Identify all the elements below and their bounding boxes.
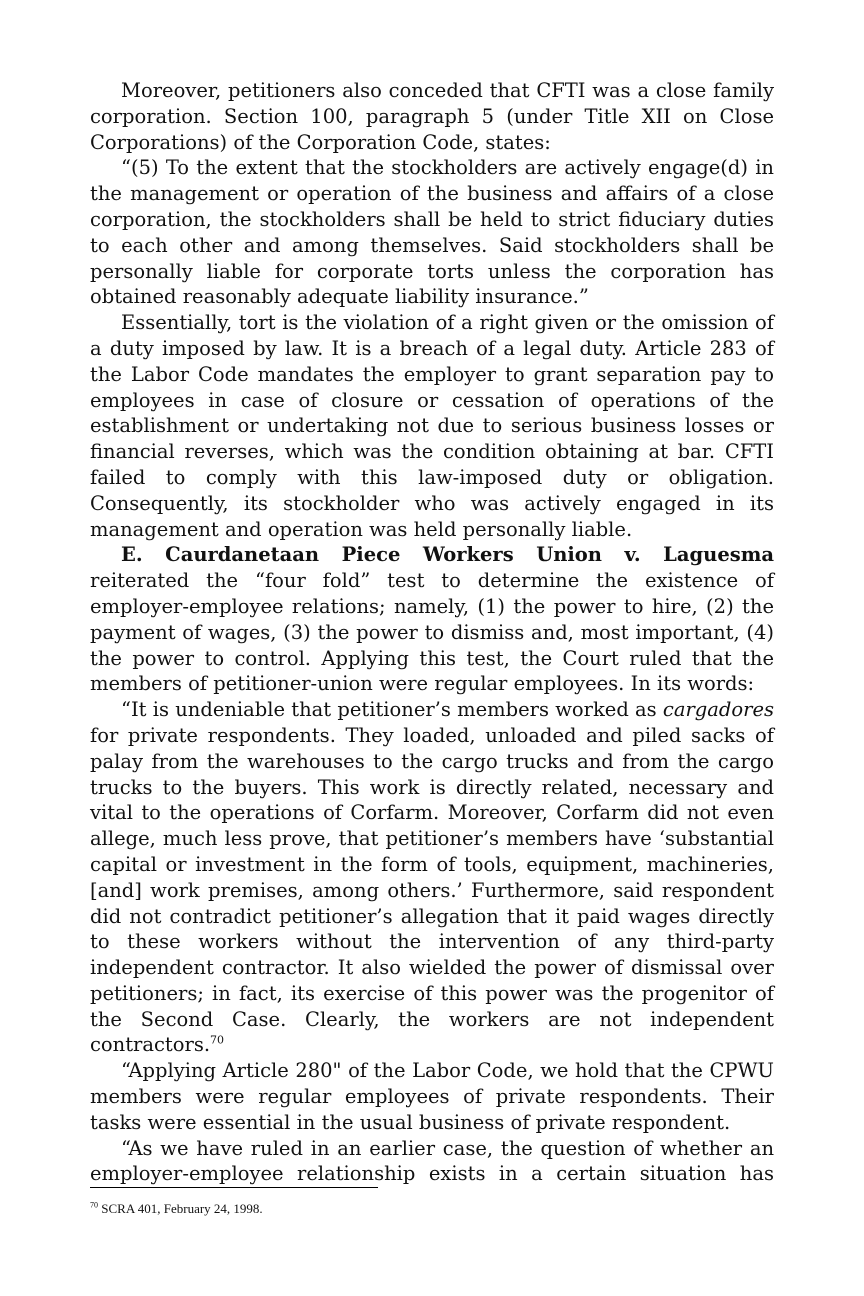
paragraph-text: reiterated the “four fold” test to determine the existence of employer-employee relations; namely, (1) the power to hire, (2) the payment of wages, (3) the power to dismiss and, most important, (4) the power to control. Applying this test, the Court ruled that the members of petitioner-union were regular employees. In its words: <box>90 569 774 696</box>
page-body <box>90 78 774 1187</box>
quoted-paragraph <box>90 697 774 1058</box>
italic-term: cargadores <box>662 698 774 722</box>
quoted-paragraph: “As we have ruled in an earlier case, the question of whether an employer-employee relationship exists in a certain situation has <box>90 1136 774 1186</box>
quoted-paragraph: “(5) To the extent that the stockholders are actively engage(d) in the management or operation of the business and affairs of a close corporation, the stockholders shall be held to strict fiduciary duties to each other and among themselves. Said stockholders shall be personally liable for corporate torts unless the corporation has obtained reasonably adequate liability insurance.” <box>90 156 774 309</box>
footnote-text: SCRA 401, February 24, 1998. <box>98 1201 263 1216</box>
quoted-paragraph: “Applying Article 280" of the Labor Code, we hold that the CPWU members were regular employees of private respondents. Their tasks were essential in the usual business of private respondent. <box>90 1059 774 1134</box>
footnote-number: 70 <box>90 1200 98 1210</box>
paragraph: Essentially, tort is the violation of a right given or the omission of a duty imposed by law. It is a breach of a legal duty. Article 283 of the Labor Code mandates the employer to grant separation pay to employees in case of closure or cessation of operations of the establishment or undertaking not due to serious business losses or financial reverses, which was the condition obtaining at bar. CFTI failed to comply with this law-imposed duty or obligation. Consequently, its stockholder who was actively engaged in its management and operation was held personally liable. <box>90 311 774 541</box>
footnote-divider <box>90 1187 378 1188</box>
paragraph <box>90 542 774 697</box>
paragraph-text: “It is undeniable that petitioner’s members worked as <box>121 698 663 722</box>
case-name: E. Caurdanetaan Piece Workers Union v. Laguesma <box>121 543 774 567</box>
paragraph-text: for private respondents. They loaded, unloaded and piled sacks of palay from the warehouses to the cargo trucks and from the cargo trucks to the buyers. This work is directly related, necessary and vital to the operations of Corfarm. Moreover, Corfarm did not even allege, much less prove, that petitioner’s members have ‘substantial capital or investment in the form of tools, equipment, machineries, [and] work premises, among others.’ Furthermore, said respondent did not contradict petitioner’s allegation that it paid wages directly to these workers without the intervention of any third-party independent contractor. It also wielded the power of dismissal over petitioners; in fact, its exercise of this power was the progenitor of the Second Case. Clearly, the workers are not independent contractors. <box>90 723 774 1057</box>
footnote <box>90 1201 774 1217</box>
footnote-reference[interactable]: 70 <box>210 1033 225 1047</box>
paragraph: Moreover, petitioners also conceded that CFTI was a close family corporation. Section 100, paragraph 5 (under Title XII on Close Corporations) of the Corporation Code, states: <box>90 79 774 154</box>
